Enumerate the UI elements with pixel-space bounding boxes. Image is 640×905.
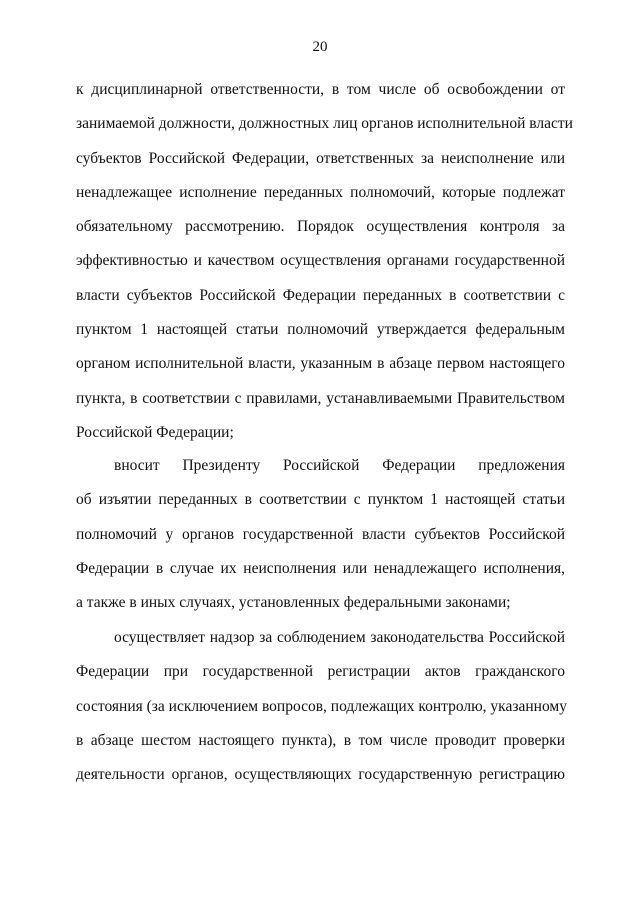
text-line: занимаемой должности, должностных лиц органов исполнительной власти — [76, 115, 573, 133]
text-line: ненадлежащее исполнение переданных полномочий, которые подлежат — [76, 183, 565, 201]
text-line: Федерации при государственной регистрации актов гражданского — [76, 663, 565, 681]
paragraph-proposals-to-president — [76, 449, 565, 620]
text-line: эффективностью и качеством осуществления органами государственной — [76, 252, 565, 270]
text-line: Федерации в случае их неисполнения или ненадлежащего исполнения, — [76, 559, 565, 577]
text-line: осуществляет надзор за соблюдением законодательства Российской — [114, 629, 565, 646]
text-line: полномочий у органов государственной власти субъектов Российской — [76, 525, 565, 543]
text-line: субъектов Российской Федерации, ответственных за неисполнение или — [76, 149, 565, 167]
paragraph-supervision — [76, 621, 565, 792]
text-line: состояния (за исключением вопросов, подлежащих контролю, указанному — [76, 697, 567, 715]
text-line: в абзаце шестом настоящего пункта), в том числе проводит проверки — [76, 731, 565, 749]
text-line: органом исполнительной власти, указанным в абзаце первом настоящего — [76, 355, 565, 373]
text-line: обязательному рассмотрению. Порядок осуществления контроля за — [76, 218, 565, 236]
text-line: Российской Федерации; — [76, 423, 234, 441]
paragraph-disciplinary-liability — [76, 73, 573, 450]
text-line: а также в иных случаях, установленных федеральными законами; — [76, 594, 511, 612]
text-line: об изъятии переданных в соответствии с пунктом 1 настоящей статьи — [76, 491, 565, 509]
text-line: пунктом 1 настоящей статьи полномочий утверждается федеральным — [76, 321, 565, 339]
text-line: власти субъектов Российской Федерации переданных в соответствии с — [76, 286, 565, 304]
page-number: 20 — [312, 39, 328, 55]
text-line: вносит Президенту Российской Федерации предложения — [114, 457, 565, 474]
text-line: деятельности органов, осуществляющих государственную регистрацию — [76, 766, 565, 784]
text-line: к дисциплинарной ответственности, в том числе об освобождении от — [76, 81, 565, 98]
text-line: пункта, в соответствии с правилами, устанавливаемыми Правительством — [76, 389, 565, 407]
